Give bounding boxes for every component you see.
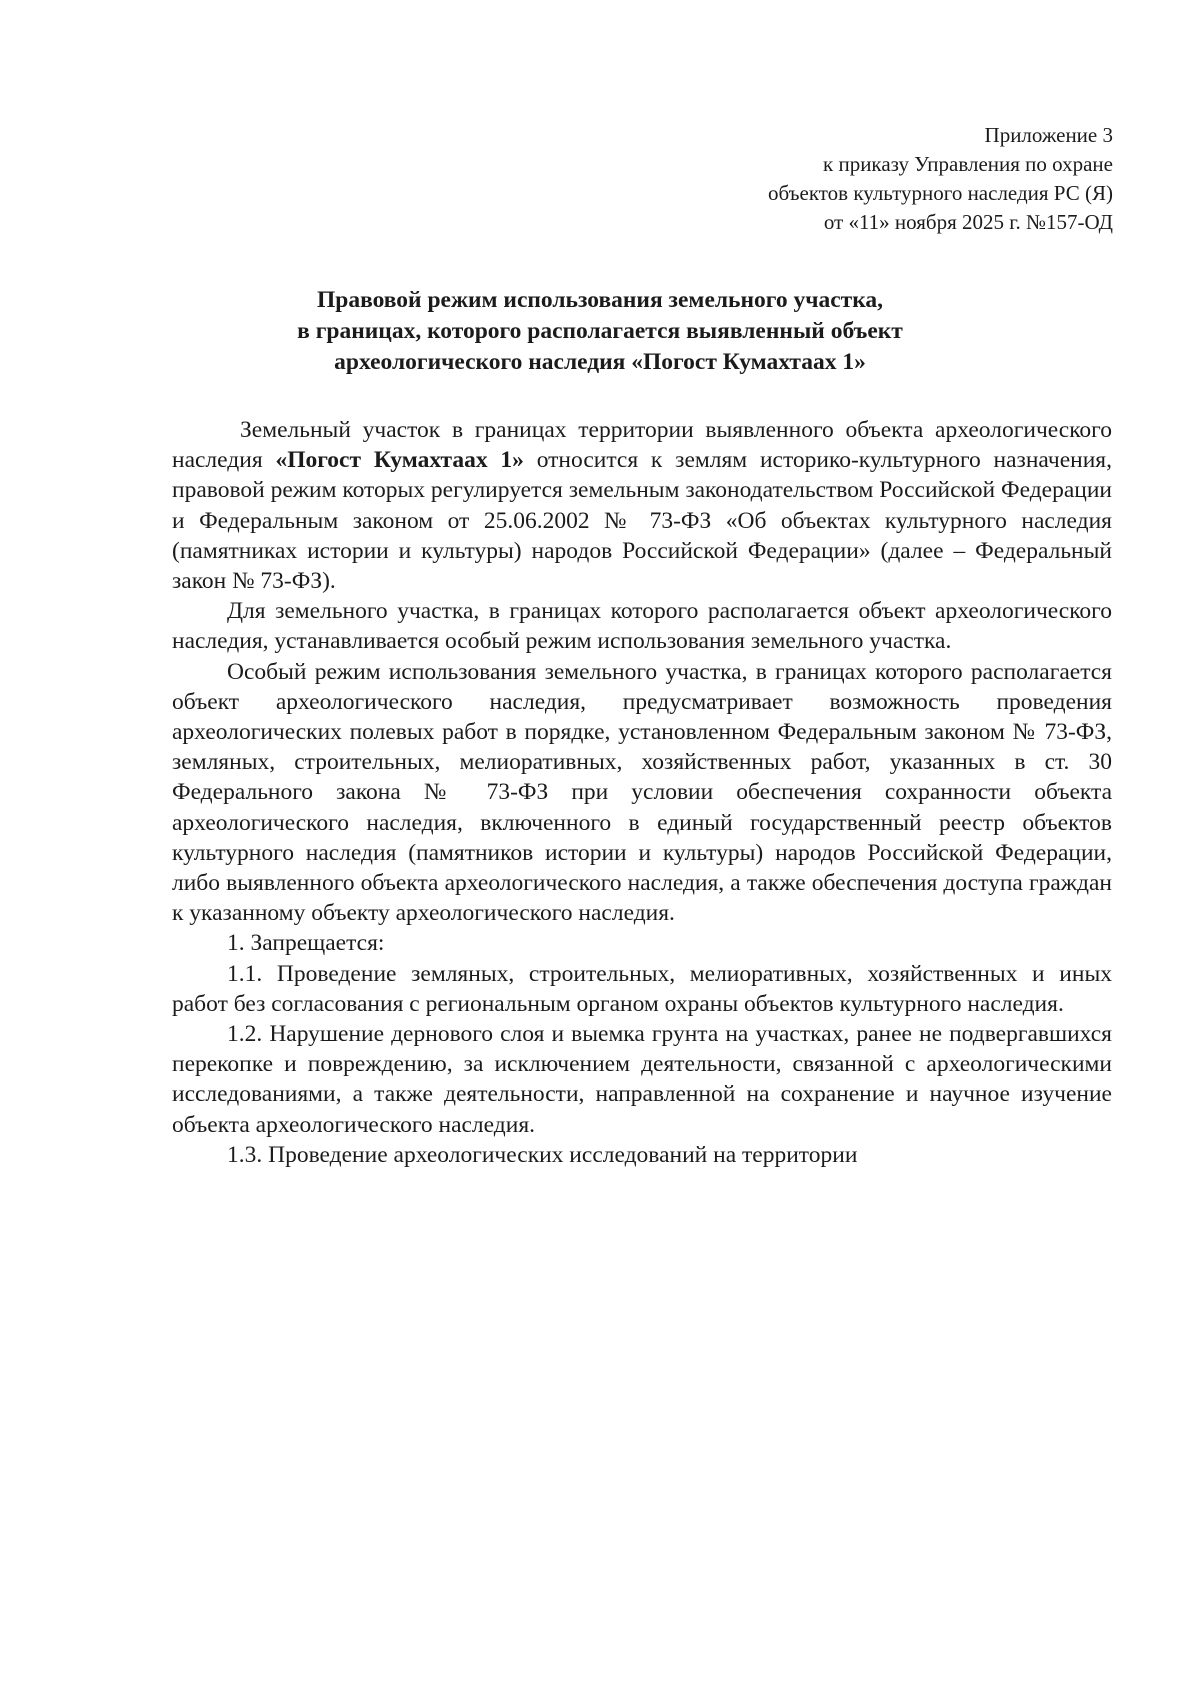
paragraph-text: относится к землям историко-культурного назначения, правовой режим которых регулируется земельным законодательством Российской Федерации и Федеральным законом от 25.06.2002 № 73-ФЗ «Об объектах культурного наследия (памятниках истории и культуры) народов Российской Федерации» (далее – Федеральный закон № 73-ФЗ). (172, 447, 1112, 595)
paragraph-text: Земельный участок в границах территории выявленного объекта археологического наследия (172, 417, 1112, 474)
paragraph-item-1-1: 1.1. Проведение земляных, строительных, мелиоративных, хозяйственных и иных работ без согласования с региональным органом охраны объектов культурного наследия. (172, 960, 1112, 1017)
document-title (150, 285, 1050, 378)
appendix-line: объектов культурного наследия РС (Я) (768, 181, 1113, 205)
appendix-header (553, 121, 1113, 237)
paragraph-regime-details: Особый режим использования земельного участка, в границах которого располагается объект археологического наследия, предусматривает возможность проведения археологических полевых работ в порядке, установленном Федеральным законом № 73-ФЗ, земляных, строительных, мелиоративных, хозяйственных работ, указанных в ст. 30 Федерального закона № 73-ФЗ при условии обеспечения сохранности объекта археологического наследия, включенного в единый государственный реестр объектов культурного наследия (памятников истории и культуры) народов Российской Федерации, либо выявленного объекта археологического наследия, а также обеспечения доступа граждан к указанному объекту археологического наследия. (172, 658, 1112, 927)
appendix-line: от «11» ноября 2025 г. №157-ОД (823, 210, 1113, 234)
appendix-line: к приказу Управления по охране (823, 152, 1113, 176)
document-body (172, 415, 1112, 1170)
appendix-line: Приложение 3 (984, 123, 1113, 147)
title-line: археологического наследия «Погост Кумахтаах 1» (334, 349, 866, 375)
title-line: Правовой режим использования земельного участка, (316, 287, 884, 313)
title-line: в границах, которого располагается выявленный объект (297, 318, 903, 344)
paragraph-item-1-3: 1.3. Проведение археологических исследований на территории (227, 1141, 858, 1168)
paragraph-intro (172, 415, 1112, 596)
paragraph-special-regime: Для земельного участка, в границах которого располагается объект археологического наследия, устанавливается особый режим использования земельного участка. (172, 598, 1112, 655)
object-name: «Погост Кумахтаах 1» (275, 447, 524, 474)
paragraph-item-1-2: 1.2. Нарушение дернового слоя и выемка грунта на участках, ранее не подвергавшихся перекопке и повреждению, за исключением деятельности, связанной с археологическими исследованиями, а также деятельности, направленной на сохранение и научное изучение объекта археологического наследия. (172, 1021, 1112, 1138)
paragraph-prohibited-heading: 1. Запрещается: (227, 930, 385, 957)
